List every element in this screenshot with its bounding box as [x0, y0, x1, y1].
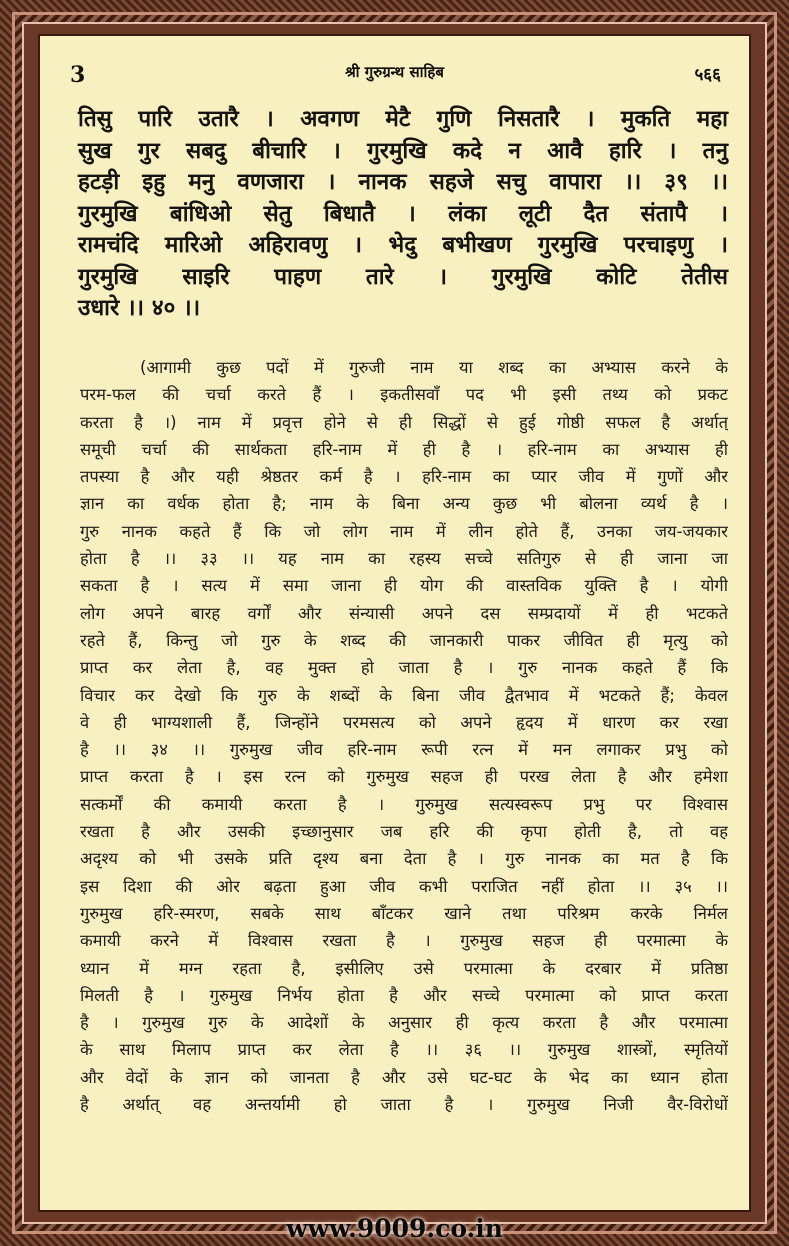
commentary-line: ज्ञान का वर्धक होता है; नाम के बिना अन्य कुछ भी बोलना व्यर्थ है । [80, 494, 728, 514]
gurbani-line: सुख गुर सबदु बीचारि । गुरमुखि कदे न आवै हारि । तनु [78, 137, 728, 164]
commentary-line: होता है ।। ३३ ।। यह नाम का रहस्य सच्चे सतिगुरु से ही जाना जा [80, 549, 728, 569]
commentary-line: इस दिशा की ओर बढ़ता हुआ जीव कभी पराजित नहीं होता ।। ३५ ।। [80, 876, 728, 896]
gurbani-line: गुरमुखि बांधिओ सेतु बिधातै । लंका लूटी दैत संतापै । [78, 200, 728, 227]
page-number: 3 [70, 62, 86, 88]
commentary-line: प्राप्त करता है । इस रत्न को गुरुमुख सहज ही परख लेता है और हमेशा [80, 767, 728, 787]
commentary-line: है । गुरुमुख गुरु के आदेशों के अनुसार ही कृत्य करता है और परमात्मा [80, 1013, 728, 1033]
commentary-line: और वेदों के ज्ञान को जानता है और उसे घट-घट के भेद का ध्यान होता [80, 1067, 728, 1087]
commentary-line: ध्यान में मग्न रहता है, इसीलिए उसे परमात्मा के दरबार में प्रतिष्ठा [80, 958, 728, 978]
commentary-line: समूची चर्चा की सार्थकता हरि-नाम में ही है । हरि-नाम का अभ्यास ही [80, 439, 728, 459]
commentary-line: सकता है । सत्य में समा जाना ही योग की वास्तविक युक्ति है । योगी [80, 576, 728, 596]
commentary-line: परम-फल की चर्चा करते हैं । इकतीसवाँ पद भी इसी तथ्य को प्रकट [80, 385, 728, 405]
commentary-line: लोग अपने बारह वर्गों और संन्यासी अपने दस सम्प्रदायों में ही भटकते [80, 603, 728, 623]
gurbani-line: तिसु पारि उतारै । अवगण मेटै गुणि निसतारै । मुकति महा [78, 106, 728, 132]
commentary-line: है अर्थात् वह अन्तर्यामी हो जाता है । गुरुमुख निजी वैर-विरोधों [80, 1095, 728, 1115]
commentary-line: रखता है और उसकी इच्छानुसार जब हरि की कृपा होती है, तो वह [80, 822, 728, 842]
commentary-line: है ।। ३४ ।। गुरुमुख जीव हरि-नाम रूपी रत्न में मन लगाकर प्रभु को [80, 740, 728, 760]
commentary-line: के साथ मिलाप प्राप्त कर लेता है ।। ३६ ।। गुरुमुख शास्त्रों, स्मृतियों [80, 1040, 728, 1060]
commentary-line: सत्कर्मों की कमायी करता है । गुरुमुख सत्यस्वरूप प्रभु पर विश्वास [80, 794, 728, 814]
page-header [40, 36, 749, 88]
gurbani-line: गुरमुखि साइरि पाहण तारे । गुरमुखि कोटि तेतीस [78, 263, 728, 290]
gurbani-line: रामचंदि मारिओ अहिरावणु । भेदु बभीखण गुरमुखि परचाइणु । [78, 232, 728, 258]
gurbani-line: उधारे ।। ४० ।। [78, 295, 201, 321]
page-title: श्री गुरुग्रन्थ साहिब [345, 63, 444, 81]
website-url[interactable]: www.9009.co.in [286, 1214, 503, 1243]
commentary-line: कमायी करने में विश्वास रखता है । गुरुमुख सहज ही परमात्मा के [80, 931, 728, 951]
scripture-page [38, 34, 751, 1212]
commentary-line: तपस्या है और यही श्रेष्ठतर कर्म है । हरि-नाम का प्यार जीव में गुणों और [80, 467, 728, 487]
commentary-line: रहते हैं, किन्तु जो गुरु के शब्द की जानकारी पाकर जीवित ही मृत्यु को [80, 630, 728, 650]
gurbani-line: हटड़ी इहु मनु वणजारा । नानक सहजे सचु वापारा ।। ३९ ।। [78, 169, 728, 195]
commentary-line: करता है ।) नाम में प्रवृत्त होने से ही सिद्धों से हुई गोष्ठी सफल है अर्थात् [80, 412, 728, 432]
commentary-line: प्राप्त कर लेता है, वह मुक्त हो जाता है । गुरु नानक कहते हैं कि [80, 658, 728, 678]
hindi-commentary [80, 354, 728, 1118]
commentary-line: गुरु नानक कहते हैं कि जो लोग नाम में लीन होते हैं, उनका जय-जयकार [80, 521, 728, 541]
commentary-line: वे ही भाग्यशाली हैं, जिन्होंने परमसत्य को अपने हृदय में धारण कर रखा [80, 712, 728, 732]
commentary-line: विचार कर देखो कि गुरु के शब्दों के बिना जीव द्वैतभाव में भटकते हैं; केवल [80, 685, 728, 705]
gurbani-verses [78, 104, 728, 325]
ang-number: ५६६ [694, 65, 721, 85]
commentary-line: (आगामी कुछ पदों में गुरुजी नाम या शब्द का अभ्यास करने के [140, 358, 728, 377]
commentary-line: गुरुमुख हरि-स्मरण, सबके साथ बाँटकर खाने तथा परिश्रम करके निर्मल [80, 903, 728, 923]
commentary-line: मिलती है । गुरुमुख निर्भय होता है और सच्चे परमात्मा को प्राप्त करता [80, 985, 728, 1005]
commentary-line: अदृश्य को भी उसके प्रति दृश्य बना देता है । गुरु नानक का मत है कि [80, 849, 728, 869]
